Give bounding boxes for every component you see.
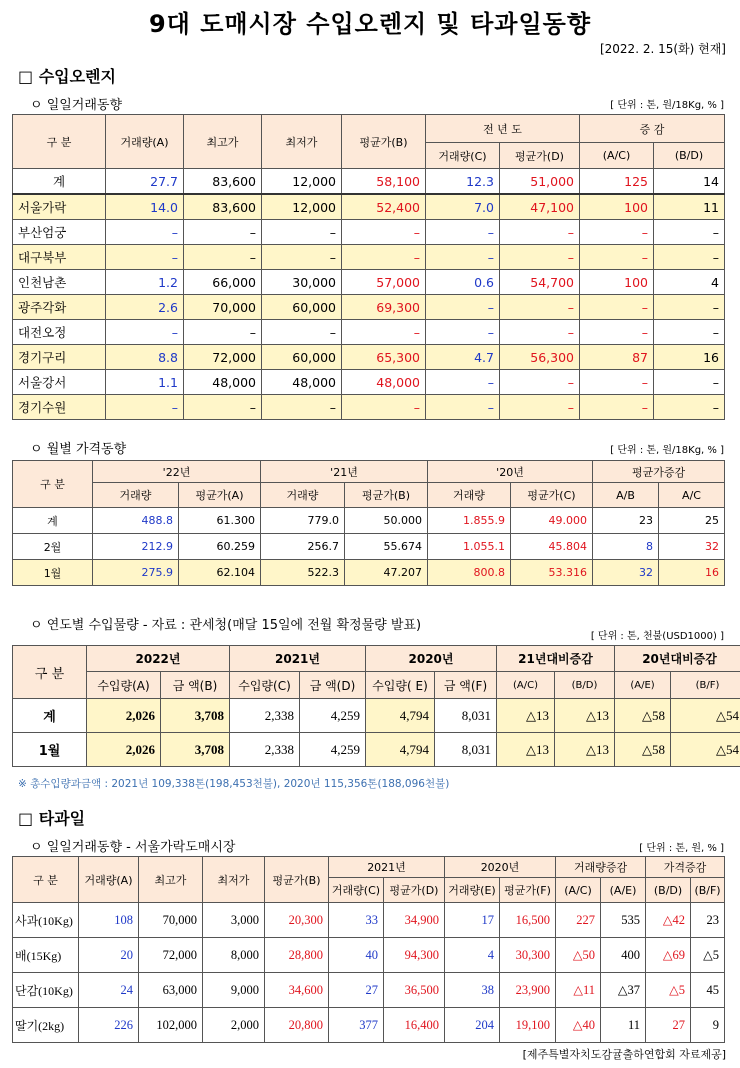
avg-20-cell: 45.804: [511, 534, 593, 560]
market-name: 서울강서: [13, 370, 106, 395]
volume-20-cell: 1.855.9: [428, 508, 511, 534]
prev-avg-cell: –: [500, 395, 580, 420]
header-qty-e: 수입량( E): [366, 672, 435, 699]
header-ratio-bd: (B/D): [646, 878, 691, 903]
prev-volume-cell: –: [426, 395, 500, 420]
change-bd-cell: 4: [654, 270, 725, 295]
avg-21-cell: 50.000: [345, 508, 428, 534]
prev-volume-cell: –: [426, 220, 500, 245]
header-bd: (B/D): [654, 143, 725, 169]
avg-price-cell: 69,300: [342, 295, 426, 320]
market-name: 경기구리: [13, 345, 106, 370]
change-ac-cell: –: [580, 245, 654, 270]
volume-21-cell: 522.3: [261, 560, 345, 586]
ratio-ac-cell: 227: [556, 903, 601, 938]
avg-2021-cell: 16,400: [384, 1008, 445, 1043]
table-row: [13, 345, 725, 370]
ratio-ac-cell: △13: [497, 699, 555, 733]
max-price-cell: –: [184, 245, 262, 270]
prev-avg-cell: –: [500, 370, 580, 395]
qty-e-cell: 4,794: [366, 699, 435, 733]
table-row: [13, 370, 725, 395]
table-row: [13, 560, 725, 586]
volume-cell: –: [106, 245, 184, 270]
min-price-cell: 2,000: [203, 1008, 265, 1043]
max-price-cell: 72,000: [184, 345, 262, 370]
volume-2021-cell: 377: [329, 1008, 384, 1043]
prev-avg-cell: –: [500, 295, 580, 320]
header-year-2020: 2020년: [366, 646, 497, 672]
table-row: [13, 245, 725, 270]
yearly-import-table: [12, 645, 740, 767]
header-ratio-ae: (A/E): [601, 878, 646, 903]
table-row: [13, 903, 725, 938]
max-price-cell: 70,000: [184, 295, 262, 320]
yearly-unit: [ 단위 : 톤, 천불(USD1000) ]: [590, 631, 724, 642]
amount-f-cell: 8,031: [435, 699, 497, 733]
fruit-name: 딸기(2kg): [13, 1008, 79, 1043]
header-year-2021: 2021년: [329, 857, 445, 878]
volume-cell: 27.7: [106, 169, 184, 195]
volume-20-cell: 800.8: [428, 560, 511, 586]
ratio-bd-cell: 27: [646, 1008, 691, 1043]
section-orange-title: □ 수입오렌지: [18, 67, 116, 86]
header-ratio-ac: (A/C): [556, 878, 601, 903]
ratio-bd-cell: △13: [555, 699, 615, 733]
avg-price-cell: 65,300: [342, 345, 426, 370]
avg-2020-cell: 30,300: [500, 938, 556, 973]
qty-a-cell: 2,026: [87, 733, 161, 767]
avg-price-cell: 34,600: [265, 973, 329, 1008]
prev-volume-cell: 12.3: [426, 169, 500, 195]
min-price-cell: 60,000: [262, 295, 342, 320]
volume-2021-cell: 40: [329, 938, 384, 973]
prev-avg-cell: –: [500, 320, 580, 345]
avg-2021-cell: 94,300: [384, 938, 445, 973]
header-ac: A/C: [659, 483, 725, 508]
table-row: [13, 534, 725, 560]
ratio-ac-cell: 32: [659, 534, 725, 560]
fruit-unit: [ 단위 : 톤, 원, % ]: [639, 843, 724, 854]
max-price-cell: 70,000: [139, 903, 203, 938]
prev-volume-cell: –: [426, 245, 500, 270]
header-year-2022: 2022년: [87, 646, 230, 672]
change-bd-cell: –: [654, 220, 725, 245]
avg-22-cell: 61.300: [179, 508, 261, 534]
avg-21-cell: 47.207: [345, 560, 428, 586]
change-bd-cell: –: [654, 295, 725, 320]
avg-price-cell: –: [342, 320, 426, 345]
volume-cell: 14.0: [106, 194, 184, 220]
header-prev-avg: 평균가(D): [500, 143, 580, 169]
amount-d-cell: 4,259: [300, 699, 366, 733]
market-name: 계: [13, 169, 106, 195]
max-price-cell: 102,000: [139, 1008, 203, 1043]
prev-avg-cell: 54,700: [500, 270, 580, 295]
ratio-ae-cell: △37: [601, 973, 646, 1008]
prev-volume-cell: 4.7: [426, 345, 500, 370]
ratio-bd-cell: △5: [646, 973, 691, 1008]
page-title: 9대 도매시장 수입오렌지 및 타과일동향: [148, 10, 592, 38]
volume-2020-cell: 4: [445, 938, 500, 973]
max-price-cell: 48,000: [184, 370, 262, 395]
ratio-ac-cell: △40: [556, 1008, 601, 1043]
daily-unit: [ 단위 : 톤, 원/18Kg, % ]: [610, 100, 724, 111]
report-date: [2022. 2. 15(화) 현재]: [599, 42, 726, 56]
ratio-ae-cell: △58: [615, 733, 671, 767]
fruit-name: 사과(10Kg): [13, 903, 79, 938]
avg-2020-cell: 19,100: [500, 1008, 556, 1043]
yearly-subtitle: ㅇ 연도별 수입물량 - 자료 : 관세청(매달 15일에 전월 확정물량 발표): [30, 618, 422, 633]
max-price-cell: –: [184, 320, 262, 345]
prev-volume-cell: –: [426, 320, 500, 345]
market-name: 인천남촌: [13, 270, 106, 295]
header-avg-b: 평균가(B): [345, 483, 428, 508]
max-price-cell: 83,600: [184, 194, 262, 220]
change-bd-cell: 16: [654, 345, 725, 370]
avg-price-cell: 28,800: [265, 938, 329, 973]
qty-c-cell: 2,338: [230, 733, 300, 767]
volume-21-cell: 779.0: [261, 508, 345, 534]
header-prev-year: 전 년 도: [426, 115, 580, 143]
header-volume: 거래량: [93, 483, 179, 508]
change-bd-cell: –: [654, 370, 725, 395]
header-volume-change: 거래량증감: [556, 857, 646, 878]
change-ac-cell: –: [580, 370, 654, 395]
market-name: 서울가락: [13, 194, 106, 220]
period-name: 1월: [13, 560, 93, 586]
min-price-cell: 8,000: [203, 938, 265, 973]
table-row: [13, 395, 725, 420]
ratio-ae-cell: 400: [601, 938, 646, 973]
header-avg-d: 평균가(D): [384, 878, 445, 903]
change-bd-cell: –: [654, 320, 725, 345]
section-fruit-title: □ 타과일: [18, 809, 86, 828]
min-price-cell: –: [262, 220, 342, 245]
change-ac-cell: –: [580, 320, 654, 345]
avg-22-cell: 60.259: [179, 534, 261, 560]
period-name: 2월: [13, 534, 93, 560]
avg-22-cell: 62.104: [179, 560, 261, 586]
change-ac-cell: 125: [580, 169, 654, 195]
period-name: 계: [13, 699, 87, 733]
prev-avg-cell: 47,100: [500, 194, 580, 220]
change-bd-cell: –: [654, 245, 725, 270]
prev-avg-cell: 56,300: [500, 345, 580, 370]
header-volume-e: 거래량(E): [445, 878, 500, 903]
volume-20-cell: 1.055.1: [428, 534, 511, 560]
table-row: [13, 973, 725, 1008]
prev-volume-cell: –: [426, 295, 500, 320]
ratio-ac-cell: 16: [659, 560, 725, 586]
market-name: 광주각화: [13, 295, 106, 320]
ratio-bd-cell: △69: [646, 938, 691, 973]
volume-22-cell: 488.8: [93, 508, 179, 534]
header-year-20: '20년: [428, 461, 593, 483]
qty-e-cell: 4,794: [366, 733, 435, 767]
volume-2020-cell: 38: [445, 973, 500, 1008]
ratio-ae-cell: △58: [615, 699, 671, 733]
volume-cell: 1.2: [106, 270, 184, 295]
avg-price-cell: –: [342, 395, 426, 420]
ratio-bf-cell: 9: [691, 1008, 725, 1043]
prev-avg-cell: –: [500, 245, 580, 270]
header-year-2021: 2021년: [230, 646, 366, 672]
min-price-cell: –: [262, 320, 342, 345]
amount-b-cell: 3,708: [161, 699, 230, 733]
header-change-20: 20년대비증감: [615, 646, 740, 672]
amount-d-cell: 4,259: [300, 733, 366, 767]
header-amount-b: 금 액(B): [161, 672, 230, 699]
header-gubun: 구 분: [13, 461, 93, 508]
ratio-ab-cell: 32: [593, 560, 659, 586]
avg-price-cell: 57,000: [342, 270, 426, 295]
header-volume-c: 거래량(C): [329, 878, 384, 903]
daily-trading-table: [12, 114, 725, 420]
change-ac-cell: –: [580, 220, 654, 245]
avg-20-cell: 49.000: [511, 508, 593, 534]
max-price-cell: 83,600: [184, 169, 262, 195]
min-price-cell: 60,000: [262, 345, 342, 370]
ratio-ac-cell: △11: [556, 973, 601, 1008]
table-row: [13, 194, 725, 220]
table-row: [13, 295, 725, 320]
avg-2021-cell: 34,900: [384, 903, 445, 938]
avg-price-cell: –: [342, 220, 426, 245]
volume-cell: –: [106, 320, 184, 345]
header-amount-d: 금 액(D): [300, 672, 366, 699]
volume-cell: 24: [79, 973, 139, 1008]
header-gubun: 구 분: [13, 115, 106, 169]
ratio-ae-cell: 11: [601, 1008, 646, 1043]
min-price-cell: 48,000: [262, 370, 342, 395]
header-volume: 거래량: [428, 483, 511, 508]
ratio-ab-cell: 8: [593, 534, 659, 560]
ratio-bf-cell: 23: [691, 903, 725, 938]
volume-2021-cell: 33: [329, 903, 384, 938]
avg-price-cell: 48,000: [342, 370, 426, 395]
header-gubun: 구 분: [13, 857, 79, 903]
change-ac-cell: –: [580, 295, 654, 320]
ratio-ac-cell: 25: [659, 508, 725, 534]
qty-a-cell: 2,026: [87, 699, 161, 733]
change-ac-cell: 100: [580, 270, 654, 295]
volume-22-cell: 275.9: [93, 560, 179, 586]
header-qty-a: 수입량(A): [87, 672, 161, 699]
header-max-price: 최고가: [184, 115, 262, 169]
header-change: 증 감: [580, 115, 725, 143]
volume-2021-cell: 27: [329, 973, 384, 1008]
avg-price-cell: 20,800: [265, 1008, 329, 1043]
header-ratio-bd: (B/D): [555, 672, 615, 699]
volume-cell: 1.1: [106, 370, 184, 395]
header-ab: A/B: [593, 483, 659, 508]
monthly-subtitle: ㅇ 월별 가격동향: [30, 442, 127, 457]
import-total-note: ※ 총수입량과금액 : 2021년 109,338톤(198,453천불), 2020년 115,356톤(188,096천불): [18, 778, 450, 790]
ratio-bf-cell: △54: [671, 699, 740, 733]
change-bd-cell: 11: [654, 194, 725, 220]
header-avg-price: 평균가(B): [342, 115, 426, 169]
change-ac-cell: –: [580, 395, 654, 420]
fruit-name: 단감(10Kg): [13, 973, 79, 1008]
ratio-bf-cell: △54: [671, 733, 740, 767]
table-row: [13, 1008, 725, 1043]
market-name: 대전오정: [13, 320, 106, 345]
header-qty-c: 수입량(C): [230, 672, 300, 699]
avg-20-cell: 53.316: [511, 560, 593, 586]
header-change-21: 21년대비증감: [497, 646, 615, 672]
period-name: 1월: [13, 733, 87, 767]
header-volume: 거래량(A): [79, 857, 139, 903]
max-price-cell: 66,000: [184, 270, 262, 295]
header-price-change: 가격증감: [646, 857, 725, 878]
avg-price-cell: 20,300: [265, 903, 329, 938]
market-name: 경기수원: [13, 395, 106, 420]
amount-b-cell: 3,708: [161, 733, 230, 767]
ratio-bd-cell: △42: [646, 903, 691, 938]
prev-avg-cell: –: [500, 220, 580, 245]
header-ratio-bf: (B/F): [691, 878, 725, 903]
ratio-ac-cell: △13: [497, 733, 555, 767]
header-year-22: '22년: [93, 461, 261, 483]
change-ac-cell: 87: [580, 345, 654, 370]
header-avg-price: 평균가(B): [265, 857, 329, 903]
table-row: [13, 169, 725, 195]
ratio-bd-cell: △13: [555, 733, 615, 767]
qty-c-cell: 2,338: [230, 699, 300, 733]
header-avg-c: 평균가(C): [511, 483, 593, 508]
fruit-trading-table: [12, 856, 725, 1043]
header-prev-volume: 거래량(C): [426, 143, 500, 169]
ratio-ac-cell: △50: [556, 938, 601, 973]
ratio-ab-cell: 23: [593, 508, 659, 534]
ratio-bf-cell: △5: [691, 938, 725, 973]
min-price-cell: 3,000: [203, 903, 265, 938]
table-row: [13, 733, 740, 767]
ratio-ae-cell: 535: [601, 903, 646, 938]
prev-volume-cell: 0.6: [426, 270, 500, 295]
header-volume: 거래량: [261, 483, 345, 508]
header-avg-change: 평균가증감: [593, 461, 725, 483]
min-price-cell: 12,000: [262, 194, 342, 220]
volume-cell: 20: [79, 938, 139, 973]
change-bd-cell: 14: [654, 169, 725, 195]
header-ratio-ac: (A/C): [497, 672, 555, 699]
max-price-cell: 72,000: [139, 938, 203, 973]
min-price-cell: –: [262, 245, 342, 270]
fruit-subtitle: ㅇ 일일거래동향 - 서울가락도매시장: [30, 840, 236, 855]
header-amount-f: 금 액(F): [435, 672, 497, 699]
table-row: [13, 270, 725, 295]
change-bd-cell: –: [654, 395, 725, 420]
volume-cell: 226: [79, 1008, 139, 1043]
table-row: [13, 938, 725, 973]
volume-21-cell: 256.7: [261, 534, 345, 560]
monthly-price-table: [12, 460, 725, 586]
prev-volume-cell: 7.0: [426, 194, 500, 220]
market-name: 부산엄궁: [13, 220, 106, 245]
min-price-cell: 12,000: [262, 169, 342, 195]
header-min-price: 최저가: [203, 857, 265, 903]
volume-2020-cell: 17: [445, 903, 500, 938]
max-price-cell: –: [184, 395, 262, 420]
volume-2020-cell: 204: [445, 1008, 500, 1043]
volume-22-cell: 212.9: [93, 534, 179, 560]
table-row: [13, 220, 725, 245]
avg-price-cell: 58,100: [342, 169, 426, 195]
header-ratio-bf: (B/F): [671, 672, 740, 699]
table-row: [13, 699, 740, 733]
header-year-21: '21년: [261, 461, 428, 483]
header-avg-a: 평균가(A): [179, 483, 261, 508]
daily-subtitle: ㅇ 일일거래동향: [30, 98, 123, 113]
header-volume: 거래량(A): [106, 115, 184, 169]
header-ac: (A/C): [580, 143, 654, 169]
volume-cell: 108: [79, 903, 139, 938]
avg-price-cell: –: [342, 245, 426, 270]
market-name: 대구북부: [13, 245, 106, 270]
min-price-cell: –: [262, 395, 342, 420]
prev-avg-cell: 51,000: [500, 169, 580, 195]
table-row: [13, 508, 725, 534]
volume-cell: –: [106, 220, 184, 245]
data-credit: [제주특별자치도감귤출하연합회 자료제공]: [522, 1048, 726, 1061]
avg-2020-cell: 23,900: [500, 973, 556, 1008]
header-max-price: 최고가: [139, 857, 203, 903]
period-name: 계: [13, 508, 93, 534]
avg-2021-cell: 36,500: [384, 973, 445, 1008]
volume-cell: 8.8: [106, 345, 184, 370]
table-row: [13, 320, 725, 345]
max-price-cell: –: [184, 220, 262, 245]
avg-price-cell: 52,400: [342, 194, 426, 220]
volume-cell: 2.6: [106, 295, 184, 320]
header-ratio-ae: (A/E): [615, 672, 671, 699]
monthly-unit: [ 단위 : 톤, 원/18Kg, % ]: [610, 445, 724, 456]
change-ac-cell: 100: [580, 194, 654, 220]
prev-volume-cell: –: [426, 370, 500, 395]
avg-2020-cell: 16,500: [500, 903, 556, 938]
header-min-price: 최저가: [262, 115, 342, 169]
min-price-cell: 9,000: [203, 973, 265, 1008]
avg-21-cell: 55.674: [345, 534, 428, 560]
ratio-bf-cell: 45: [691, 973, 725, 1008]
volume-cell: –: [106, 395, 184, 420]
min-price-cell: 30,000: [262, 270, 342, 295]
amount-f-cell: 8,031: [435, 733, 497, 767]
max-price-cell: 63,000: [139, 973, 203, 1008]
header-gubun: 구 분: [13, 646, 87, 699]
fruit-name: 배(15Kg): [13, 938, 79, 973]
header-avg-f: 평균가(F): [500, 878, 556, 903]
header-year-2020: 2020년: [445, 857, 556, 878]
